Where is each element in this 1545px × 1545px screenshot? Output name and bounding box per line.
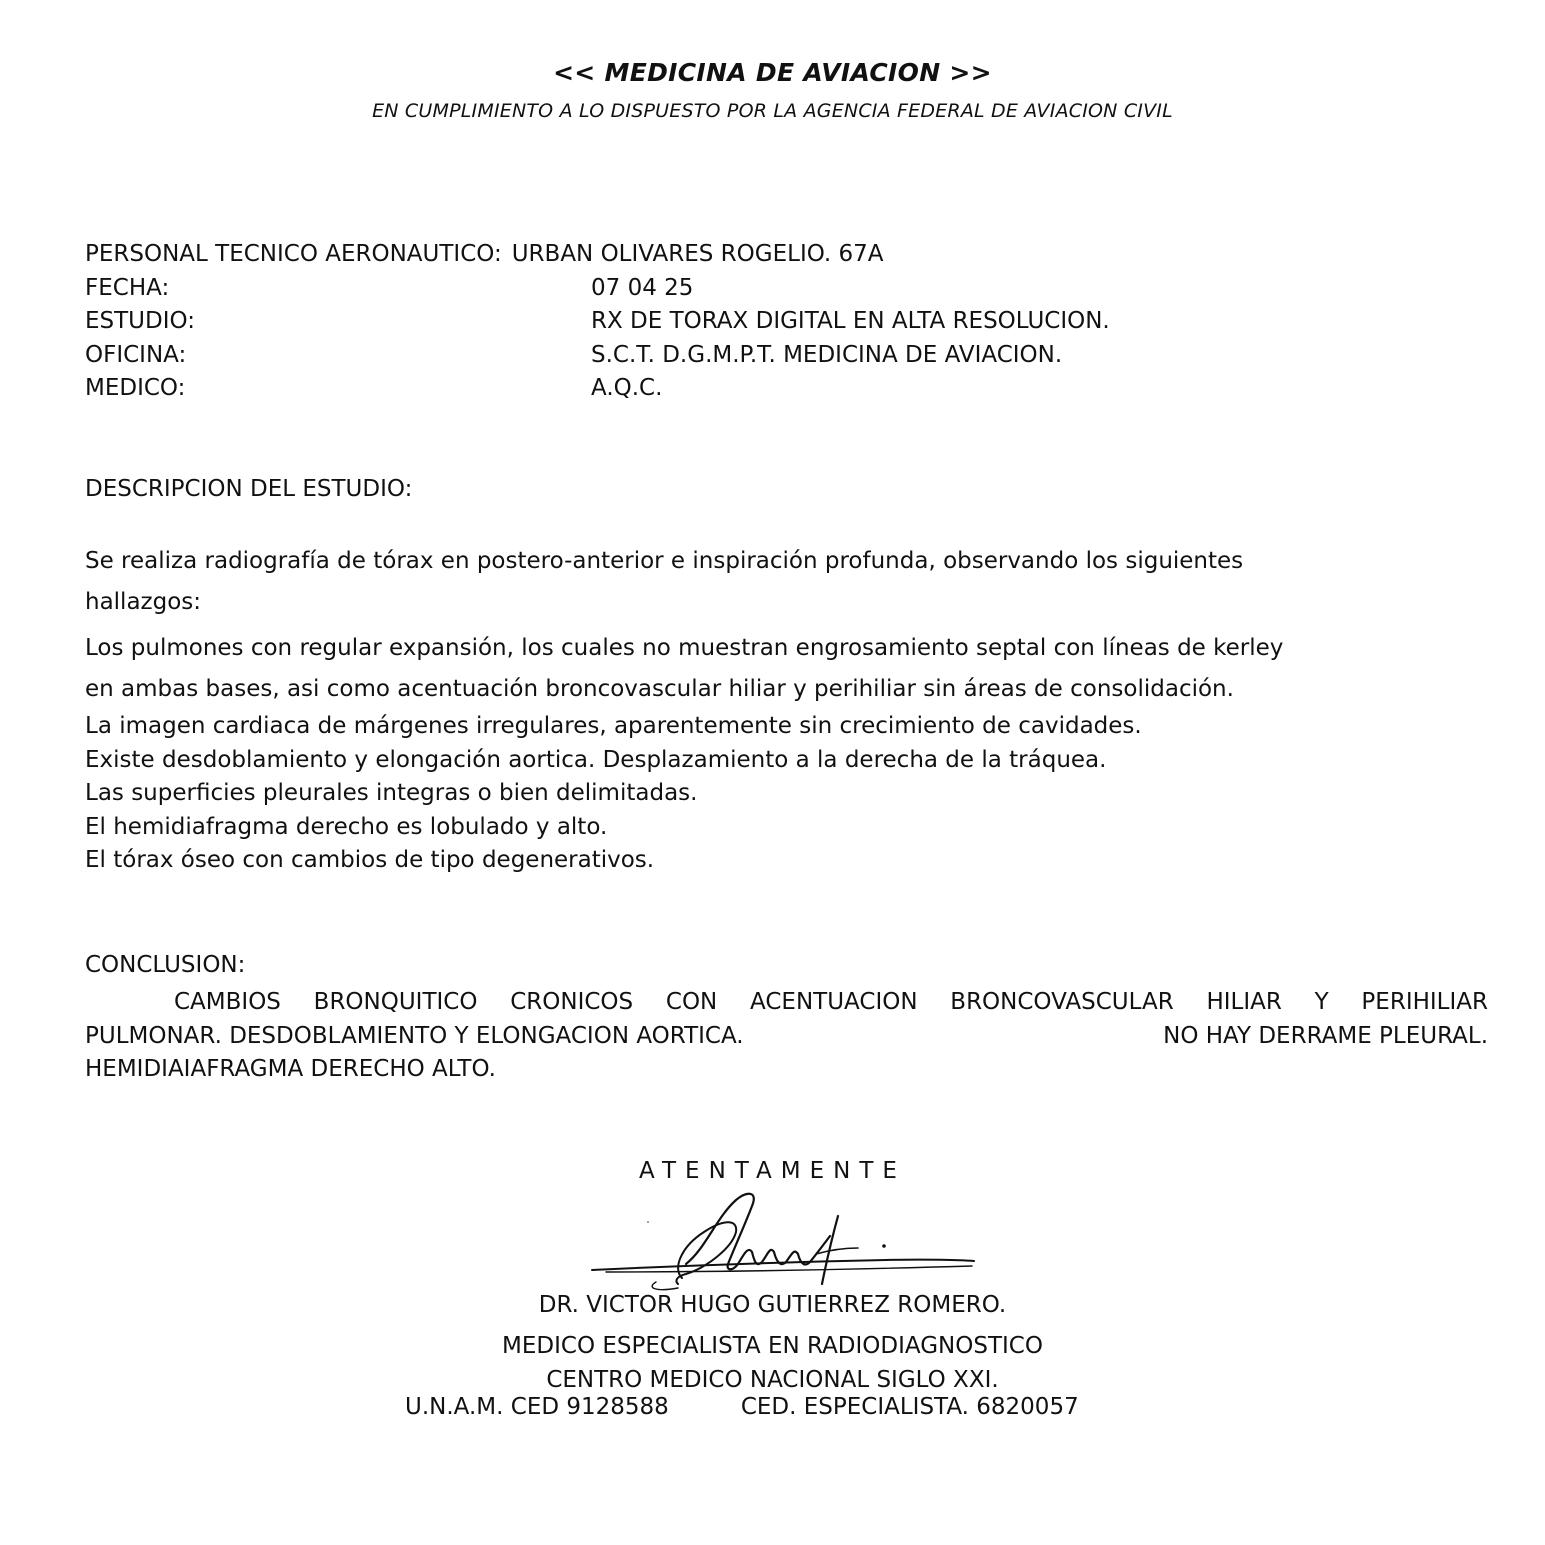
oficina-value: S.C.T. D.G.M.P.T. MEDICINA DE AVIACION. xyxy=(591,341,1063,368)
cedula-especialista: CED. ESPECIALISTA. 6820057 xyxy=(740,1394,1079,1420)
finding-line: en ambas bases, asi como acentuación broncovascular hiliar y perihiliar sin áreas de consolidación. xyxy=(85,676,1234,702)
fecha-value: 07 04 25 xyxy=(591,274,694,301)
doctor-center: CENTRO MEDICO NACIONAL SIGLO XXI. xyxy=(546,1367,999,1393)
doctor-name: DR. VICTOR HUGO GUTIERREZ ROMERO. xyxy=(538,1292,1007,1318)
medico-label: MEDICO: xyxy=(85,375,186,401)
finding-line: El hemidiafragma derecho es lobulado y alto. xyxy=(85,813,608,840)
cedulas xyxy=(405,1394,1079,1420)
description-intro-line: Se realiza radiografía de tórax en postero-anterior e inspiración profunda, observando los siguientes xyxy=(85,548,1244,574)
description-heading: DESCRIPCION DEL ESTUDIO: xyxy=(85,476,413,502)
info-row-oficina xyxy=(85,339,1110,373)
doctor-title: MEDICO ESPECIALISTA EN RADIODIAGNOSTICO xyxy=(502,1333,1043,1359)
finding-line: Existe desdoblamiento y elongación aortica. Desplazamiento a la derecha de la tráquea. xyxy=(85,746,1107,773)
description-intro-line: hallazgos: xyxy=(85,589,202,615)
finding-line: El tórax óseo con cambios de tipo degenerativos. xyxy=(85,847,655,873)
finding-line: Los pulmones con regular expansión, los cuales no muestran engrosamiento septal con líneas de kerley xyxy=(85,635,1284,661)
conclusion-line: HEMIDIAIAFRAGMA DERECHO ALTO. xyxy=(85,1056,496,1082)
closing-text: ATENTAMENTE xyxy=(639,1158,906,1184)
document-title: << MEDICINA DE AVIACION >> xyxy=(553,58,992,87)
conclusion-line xyxy=(85,1020,1488,1054)
conclusion-line-right: NO HAY DERRAME PLEURAL. xyxy=(1163,1022,1488,1049)
findings-list xyxy=(85,628,1495,878)
finding-line: Las superficies pleurales integras o bien delimitadas. xyxy=(85,780,698,806)
patient-info xyxy=(85,238,1110,406)
estudio-value: RX DE TORAX DIGITAL EN ALTA RESOLUCION. xyxy=(591,308,1110,334)
conclusion-heading: CONCLUSION: xyxy=(85,952,246,978)
signature-image xyxy=(586,1188,986,1298)
medico-value: A.Q.C. xyxy=(591,375,663,401)
info-row-medico xyxy=(85,372,1110,406)
document-subtitle: EN CUMPLIMIENTO A LO DISPUESTO POR LA AGENCIA FEDERAL DE AVIACION CIVIL xyxy=(372,100,1173,122)
cedula-unam: U.N.A.M. CED 9128588 xyxy=(405,1394,669,1420)
oficina-label: OFICINA: xyxy=(85,341,187,368)
info-row-estudio xyxy=(85,305,1110,339)
finding-line: La imagen cardiaca de márgenes irregulares, aparentemente sin crecimiento de cavidades. xyxy=(85,713,1142,739)
fecha-label: FECHA: xyxy=(85,274,170,301)
conclusion-line: CAMBIOS BRONQUITICO CRONICOS CON ACENTUACION BRONCOVASCULAR HILIAR Y PERIHILIAR xyxy=(174,989,1488,1015)
conclusion-line-left: PULMONAR. DESDOBLAMIENTO Y ELONGACION AORTICA. xyxy=(85,1022,744,1049)
info-row-personal xyxy=(85,238,1110,272)
info-row-fecha xyxy=(85,272,1110,306)
personal-label: PERSONAL TECNICO AERONAUTICO: xyxy=(85,241,502,267)
estudio-label: ESTUDIO: xyxy=(85,308,195,334)
conclusion-text xyxy=(85,986,1488,1087)
personal-value: URBAN OLIVARES ROGELIO. 67A xyxy=(511,241,884,267)
study-description xyxy=(85,541,1495,878)
